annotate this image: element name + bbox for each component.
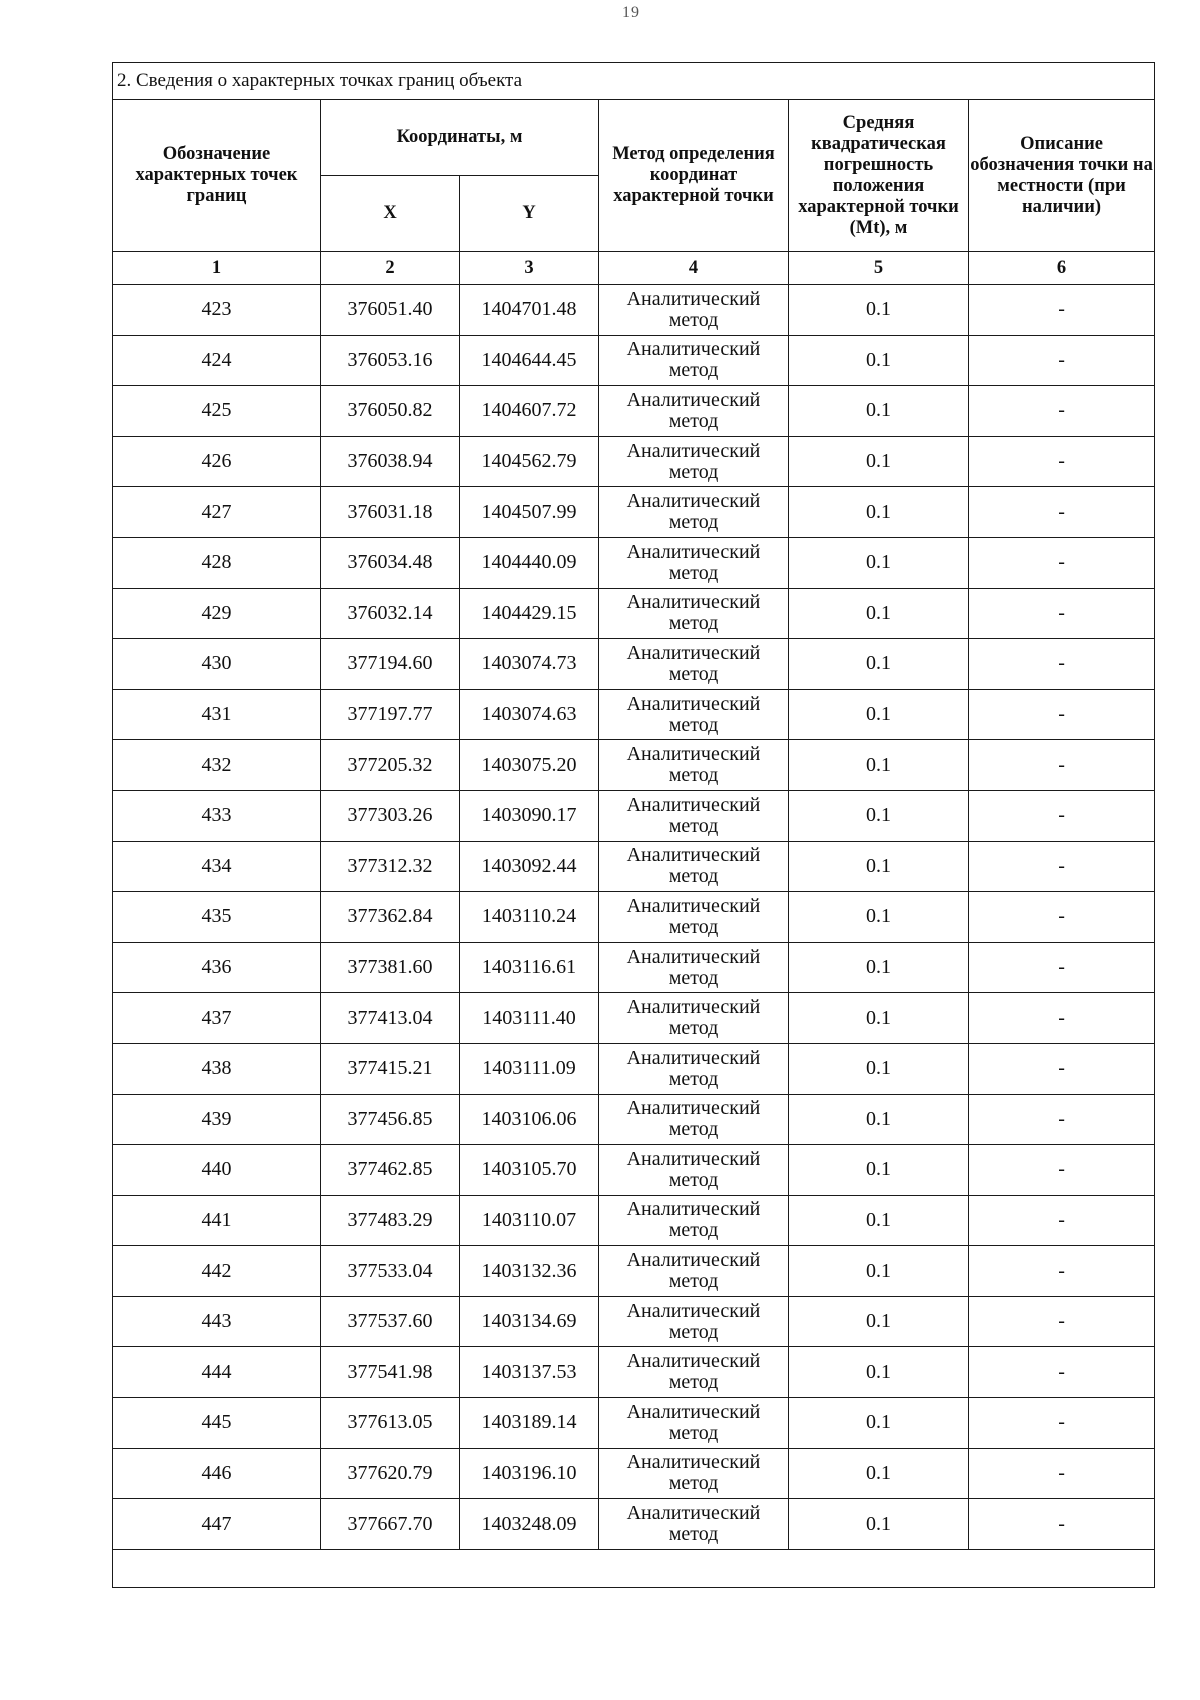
point-cell: 424 xyxy=(113,335,321,386)
error-cell: 0.1 xyxy=(789,1246,969,1297)
table-row xyxy=(113,335,1155,386)
method-cell xyxy=(599,1145,789,1196)
table-row xyxy=(113,1448,1155,1499)
y-coordinate-cell: 1404429.15 xyxy=(460,588,599,639)
method-line: Аналитический xyxy=(626,1249,761,1272)
table-row xyxy=(113,689,1155,740)
y-coordinate-cell: 1403106.06 xyxy=(460,1094,599,1145)
y-coordinate-cell: 1403090.17 xyxy=(460,790,599,841)
point-cell: 436 xyxy=(113,942,321,993)
description-cell: - xyxy=(969,993,1155,1044)
method-cell xyxy=(599,588,789,639)
description-cell: - xyxy=(969,537,1155,588)
x-coordinate-cell: 377205.32 xyxy=(321,740,460,791)
table-row xyxy=(113,285,1155,336)
description-cell: - xyxy=(969,1398,1155,1449)
y-coordinate-cell: 1403074.63 xyxy=(460,689,599,740)
error-cell: 0.1 xyxy=(789,790,969,841)
method-cell xyxy=(599,1448,789,1499)
description-cell: - xyxy=(969,841,1155,892)
method-line: метод xyxy=(668,1472,719,1495)
x-coordinate-cell: 377483.29 xyxy=(321,1195,460,1246)
point-cell: 434 xyxy=(113,841,321,892)
method-cell xyxy=(599,740,789,791)
error-cell: 0.1 xyxy=(789,436,969,487)
point-cell: 426 xyxy=(113,436,321,487)
point-cell: 431 xyxy=(113,689,321,740)
description-cell: - xyxy=(969,892,1155,943)
table-row xyxy=(113,740,1155,791)
method-line: метод xyxy=(668,1371,719,1394)
description-cell: - xyxy=(969,689,1155,740)
method-cell xyxy=(599,942,789,993)
column-number: 1 xyxy=(113,252,321,285)
description-cell: - xyxy=(969,1499,1155,1550)
column-number: 3 xyxy=(460,252,599,285)
method-line: Аналитический xyxy=(626,540,761,563)
method-line: метод xyxy=(668,865,719,888)
y-coordinate-cell: 1403189.14 xyxy=(460,1398,599,1449)
table-row xyxy=(113,588,1155,639)
method-line: Аналитический xyxy=(626,641,761,664)
x-coordinate-cell: 377533.04 xyxy=(321,1246,460,1297)
y-coordinate-cell: 1403116.61 xyxy=(460,942,599,993)
method-line: метод xyxy=(668,1421,719,1444)
error-cell: 0.1 xyxy=(789,1296,969,1347)
method-cell xyxy=(599,386,789,437)
description-cell: - xyxy=(969,386,1155,437)
error-cell: 0.1 xyxy=(789,993,969,1044)
method-line: метод xyxy=(668,511,719,534)
method-line: Аналитический xyxy=(626,439,761,462)
method-line: метод xyxy=(668,1523,719,1546)
x-coordinate-cell: 376050.82 xyxy=(321,386,460,437)
x-coordinate-cell: 377194.60 xyxy=(321,639,460,690)
table-row xyxy=(113,1398,1155,1449)
header-coordinates: Координаты, м xyxy=(321,100,599,176)
page-number-mark: 19 xyxy=(622,4,640,21)
table-row xyxy=(113,1499,1155,1550)
table-row xyxy=(113,436,1155,487)
method-cell xyxy=(599,892,789,943)
header-method: Метод определения координат характерной точки xyxy=(599,100,789,252)
y-coordinate-cell: 1403074.73 xyxy=(460,639,599,690)
y-coordinate-cell: 1403110.07 xyxy=(460,1195,599,1246)
description-cell: - xyxy=(969,1296,1155,1347)
table-row xyxy=(113,942,1155,993)
point-cell: 438 xyxy=(113,1043,321,1094)
method-line: метод xyxy=(668,966,719,989)
error-cell: 0.1 xyxy=(789,487,969,538)
method-cell xyxy=(599,335,789,386)
method-cell xyxy=(599,639,789,690)
table-row xyxy=(113,1347,1155,1398)
table-row xyxy=(113,892,1155,943)
point-cell: 428 xyxy=(113,537,321,588)
point-cell: 427 xyxy=(113,487,321,538)
method-line: Аналитический xyxy=(626,490,761,513)
table-row xyxy=(113,993,1155,1044)
method-line: Аналитический xyxy=(626,388,761,411)
method-line: метод xyxy=(668,612,719,635)
y-coordinate-cell: 1403111.09 xyxy=(460,1043,599,1094)
point-cell: 441 xyxy=(113,1195,321,1246)
description-cell: - xyxy=(969,487,1155,538)
method-line: метод xyxy=(668,764,719,787)
method-cell xyxy=(599,537,789,588)
x-coordinate-cell: 376032.14 xyxy=(321,588,460,639)
description-cell: - xyxy=(969,436,1155,487)
method-line: метод xyxy=(668,359,719,382)
table-row xyxy=(113,790,1155,841)
method-line: метод xyxy=(668,1270,719,1293)
y-coordinate-cell: 1403248.09 xyxy=(460,1499,599,1550)
column-number: 5 xyxy=(789,252,969,285)
method-line: Аналитический xyxy=(626,1451,761,1474)
error-cell: 0.1 xyxy=(789,740,969,791)
point-cell: 429 xyxy=(113,588,321,639)
description-cell: - xyxy=(969,1094,1155,1145)
method-line: метод xyxy=(668,662,719,685)
y-coordinate-cell: 1403075.20 xyxy=(460,740,599,791)
x-coordinate-cell: 377362.84 xyxy=(321,892,460,943)
error-cell: 0.1 xyxy=(789,1145,969,1196)
point-cell: 432 xyxy=(113,740,321,791)
point-cell: 433 xyxy=(113,790,321,841)
error-cell: 0.1 xyxy=(789,537,969,588)
description-cell: - xyxy=(969,942,1155,993)
description-cell: - xyxy=(969,639,1155,690)
table-row xyxy=(113,639,1155,690)
method-cell xyxy=(599,285,789,336)
description-cell: - xyxy=(969,790,1155,841)
method-cell xyxy=(599,1246,789,1297)
method-line: метод xyxy=(668,460,719,483)
description-cell: - xyxy=(969,740,1155,791)
header-description: Описание обозначения точки на местности (при наличии) xyxy=(969,100,1155,252)
method-line: Аналитический xyxy=(626,844,761,867)
error-cell: 0.1 xyxy=(789,335,969,386)
point-cell: 423 xyxy=(113,285,321,336)
x-coordinate-cell: 376051.40 xyxy=(321,285,460,336)
point-cell: 447 xyxy=(113,1499,321,1550)
table-row xyxy=(113,1195,1155,1246)
method-cell xyxy=(599,436,789,487)
column-number: 6 xyxy=(969,252,1155,285)
method-line: метод xyxy=(668,1017,719,1040)
method-line: Аналитический xyxy=(626,945,761,968)
method-line: Аналитический xyxy=(626,793,761,816)
x-coordinate-cell: 377620.79 xyxy=(321,1448,460,1499)
point-cell: 444 xyxy=(113,1347,321,1398)
point-cell: 430 xyxy=(113,639,321,690)
table-row xyxy=(113,1296,1155,1347)
x-coordinate-cell: 377541.98 xyxy=(321,1347,460,1398)
column-number: 4 xyxy=(599,252,789,285)
y-coordinate-cell: 1403132.36 xyxy=(460,1246,599,1297)
method-line: метод xyxy=(668,561,719,584)
method-line: Аналитический xyxy=(626,743,761,766)
header-error: Средняя квадратическая погрешность положения характерной точки (Mt), м xyxy=(789,100,969,252)
error-cell: 0.1 xyxy=(789,639,969,690)
description-cell: - xyxy=(969,1347,1155,1398)
x-coordinate-cell: 377462.85 xyxy=(321,1145,460,1196)
error-cell: 0.1 xyxy=(789,1195,969,1246)
x-coordinate-cell: 377667.70 xyxy=(321,1499,460,1550)
method-cell xyxy=(599,1043,789,1094)
table-row xyxy=(113,1043,1155,1094)
header-y: Y xyxy=(460,176,599,252)
error-cell: 0.1 xyxy=(789,942,969,993)
x-coordinate-cell: 377456.85 xyxy=(321,1094,460,1145)
method-line: метод xyxy=(668,915,719,938)
x-coordinate-cell: 376053.16 xyxy=(321,335,460,386)
method-line: Аналитический xyxy=(626,1350,761,1373)
point-cell: 445 xyxy=(113,1398,321,1449)
method-cell xyxy=(599,689,789,740)
point-cell: 442 xyxy=(113,1246,321,1297)
method-line: Аналитический xyxy=(626,287,761,310)
method-cell xyxy=(599,1347,789,1398)
boundary-points-table xyxy=(112,62,1155,1588)
method-cell xyxy=(599,487,789,538)
section-title: 2. Сведения о характерных точках границ объекта xyxy=(113,63,1155,100)
description-cell: - xyxy=(969,1145,1155,1196)
x-coordinate-cell: 377413.04 xyxy=(321,993,460,1044)
method-line: метод xyxy=(668,409,719,432)
y-coordinate-cell: 1404562.79 xyxy=(460,436,599,487)
error-cell: 0.1 xyxy=(789,892,969,943)
x-coordinate-cell: 377303.26 xyxy=(321,790,460,841)
header-designation: Обозначение характерных точек границ xyxy=(113,100,321,252)
point-cell: 446 xyxy=(113,1448,321,1499)
point-cell: 435 xyxy=(113,892,321,943)
method-cell xyxy=(599,1195,789,1246)
error-cell: 0.1 xyxy=(789,1347,969,1398)
column-numbers-row xyxy=(113,252,1155,285)
method-line: Аналитический xyxy=(626,338,761,361)
method-cell xyxy=(599,1398,789,1449)
y-coordinate-cell: 1404607.72 xyxy=(460,386,599,437)
table-footer-empty-row xyxy=(113,1549,1155,1587)
method-line: метод xyxy=(668,713,719,736)
y-coordinate-cell: 1404440.09 xyxy=(460,537,599,588)
y-coordinate-cell: 1403111.40 xyxy=(460,993,599,1044)
error-cell: 0.1 xyxy=(789,1094,969,1145)
method-line: Аналитический xyxy=(626,1502,761,1525)
y-coordinate-cell: 1403134.69 xyxy=(460,1296,599,1347)
error-cell: 0.1 xyxy=(789,285,969,336)
table-row xyxy=(113,1094,1155,1145)
x-coordinate-cell: 377613.05 xyxy=(321,1398,460,1449)
description-cell: - xyxy=(969,1043,1155,1094)
x-coordinate-cell: 377312.32 xyxy=(321,841,460,892)
method-line: метод xyxy=(668,1067,719,1090)
method-cell xyxy=(599,790,789,841)
y-coordinate-cell: 1404507.99 xyxy=(460,487,599,538)
method-line: Аналитический xyxy=(626,1299,761,1322)
description-cell: - xyxy=(969,1195,1155,1246)
table-row xyxy=(113,841,1155,892)
error-cell: 0.1 xyxy=(789,1398,969,1449)
y-coordinate-cell: 1403196.10 xyxy=(460,1448,599,1499)
y-coordinate-cell: 1403105.70 xyxy=(460,1145,599,1196)
x-coordinate-cell: 376031.18 xyxy=(321,487,460,538)
point-cell: 443 xyxy=(113,1296,321,1347)
column-number: 2 xyxy=(321,252,460,285)
method-line: Аналитический xyxy=(626,1198,761,1221)
error-cell: 0.1 xyxy=(789,689,969,740)
description-cell: - xyxy=(969,1246,1155,1297)
point-cell: 439 xyxy=(113,1094,321,1145)
error-cell: 0.1 xyxy=(789,841,969,892)
y-coordinate-cell: 1404701.48 xyxy=(460,285,599,336)
description-cell: - xyxy=(969,335,1155,386)
method-cell xyxy=(599,1499,789,1550)
error-cell: 0.1 xyxy=(789,1448,969,1499)
table-row xyxy=(113,537,1155,588)
method-line: Аналитический xyxy=(626,692,761,715)
description-cell: - xyxy=(969,285,1155,336)
x-coordinate-cell: 377197.77 xyxy=(321,689,460,740)
y-coordinate-cell: 1403092.44 xyxy=(460,841,599,892)
x-coordinate-cell: 377381.60 xyxy=(321,942,460,993)
x-coordinate-cell: 377537.60 xyxy=(321,1296,460,1347)
x-coordinate-cell: 376034.48 xyxy=(321,537,460,588)
table-row xyxy=(113,487,1155,538)
error-cell: 0.1 xyxy=(789,1499,969,1550)
error-cell: 0.1 xyxy=(789,1043,969,1094)
method-line: Аналитический xyxy=(626,1400,761,1423)
method-line: Аналитический xyxy=(626,1147,761,1170)
table-body xyxy=(113,285,1155,1550)
x-coordinate-cell: 377415.21 xyxy=(321,1043,460,1094)
method-line: Аналитический xyxy=(626,1046,761,1069)
point-cell: 440 xyxy=(113,1145,321,1196)
method-cell xyxy=(599,1296,789,1347)
method-cell xyxy=(599,993,789,1044)
y-coordinate-cell: 1403110.24 xyxy=(460,892,599,943)
error-cell: 0.1 xyxy=(789,588,969,639)
header-x: X xyxy=(321,176,460,252)
table-row xyxy=(113,1145,1155,1196)
method-line: Аналитический xyxy=(626,894,761,917)
method-line: метод xyxy=(668,1118,719,1141)
method-line: метод xyxy=(668,1168,719,1191)
method-line: метод xyxy=(668,308,719,331)
method-line: метод xyxy=(668,1320,719,1343)
point-cell: 437 xyxy=(113,993,321,1044)
method-line: Аналитический xyxy=(626,1097,761,1120)
method-line: метод xyxy=(668,814,719,837)
method-cell xyxy=(599,841,789,892)
point-cell: 425 xyxy=(113,386,321,437)
method-line: Аналитический xyxy=(626,591,761,614)
description-cell: - xyxy=(969,1448,1155,1499)
method-cell xyxy=(599,1094,789,1145)
y-coordinate-cell: 1403137.53 xyxy=(460,1347,599,1398)
x-coordinate-cell: 376038.94 xyxy=(321,436,460,487)
y-coordinate-cell: 1404644.45 xyxy=(460,335,599,386)
table-row xyxy=(113,386,1155,437)
table-row xyxy=(113,1246,1155,1297)
method-line: метод xyxy=(668,1219,719,1242)
method-line: Аналитический xyxy=(626,996,761,1019)
description-cell: - xyxy=(969,588,1155,639)
error-cell: 0.1 xyxy=(789,386,969,437)
